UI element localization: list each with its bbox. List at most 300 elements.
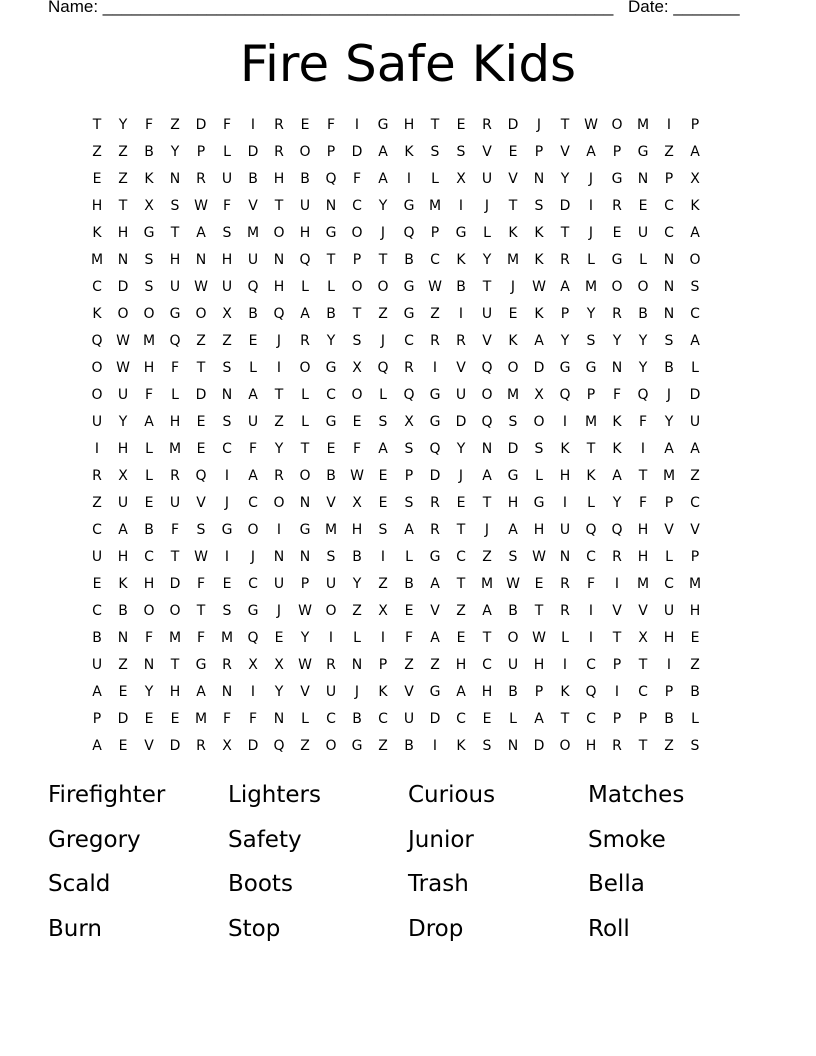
- grid-letter: A: [378, 143, 388, 160]
- grid-letter: Z: [430, 305, 440, 322]
- grid-letter: C: [352, 197, 362, 214]
- word-list-item: Boots: [228, 871, 293, 897]
- grid-letter: L: [639, 251, 647, 268]
- grid-letter: I: [224, 467, 230, 484]
- word-list-item: Gregory: [48, 826, 141, 853]
- grid-letter: Z: [274, 413, 284, 430]
- word-list-item: Curious: [408, 782, 496, 808]
- grid-letter: D: [429, 710, 441, 727]
- grid-letter: N: [637, 170, 649, 187]
- grid-letter: W: [194, 197, 208, 214]
- grid-letter: L: [431, 170, 439, 187]
- grid-letter: K: [534, 224, 544, 241]
- grid-letter: D: [455, 413, 467, 430]
- grid-letter: Q: [559, 386, 571, 403]
- grid-letter: R: [196, 737, 206, 754]
- grid-letter: O: [91, 386, 103, 403]
- grid-letter: O: [143, 602, 155, 619]
- grid-letter: H: [169, 251, 181, 268]
- grid-letter: E: [326, 440, 336, 457]
- grid-letter: B: [508, 602, 518, 619]
- grid-letter: G: [377, 116, 389, 133]
- grid-letter: A: [560, 278, 570, 295]
- grid-letter: J: [276, 332, 282, 349]
- grid-letter: W: [116, 332, 130, 349]
- grid-letter: R: [274, 143, 284, 160]
- grid-letter: H: [585, 737, 597, 754]
- grid-letter: F: [248, 710, 258, 727]
- grid-letter: H: [455, 656, 467, 673]
- grid-letter: V: [612, 602, 622, 619]
- grid-letter: L: [587, 494, 595, 511]
- page-title: Fire Safe Kids: [239, 35, 577, 93]
- grid-letter: I: [328, 629, 334, 646]
- grid-letter: Q: [299, 251, 311, 268]
- grid-letter: T: [612, 629, 622, 646]
- grid-letter: P: [326, 143, 336, 160]
- grid-letter: N: [273, 548, 285, 565]
- grid-letter: B: [326, 305, 336, 322]
- grid-letter: I: [458, 305, 464, 322]
- grid-letter: S: [196, 521, 206, 538]
- grid-letter: N: [559, 548, 571, 565]
- grid-letter: Z: [404, 656, 414, 673]
- grid-letter: I: [666, 656, 672, 673]
- grid-letter: S: [534, 440, 544, 457]
- grid-letter: M: [90, 251, 104, 268]
- grid-letter: Y: [352, 575, 362, 592]
- grid-letter: I: [562, 413, 568, 430]
- grid-letter: H: [637, 521, 649, 538]
- grid-letter: C: [690, 305, 700, 322]
- grid-letter: Y: [456, 440, 466, 457]
- grid-letter: P: [430, 224, 440, 241]
- grid-letter: A: [196, 224, 206, 241]
- grid-letter: U: [455, 386, 467, 403]
- grid-letter: H: [481, 683, 493, 700]
- grid-letter: L: [301, 710, 309, 727]
- word-list: [48, 777, 768, 955]
- grid-letter: N: [273, 251, 285, 268]
- grid-letter: F: [586, 575, 596, 592]
- grid-letter: P: [404, 467, 414, 484]
- grid-letter: O: [273, 224, 285, 241]
- grid-letter: E: [638, 197, 648, 214]
- grid-letter: W: [532, 278, 546, 295]
- grid-letter: L: [327, 278, 335, 295]
- grid-letter: O: [325, 602, 337, 619]
- grid-letter: O: [689, 251, 701, 268]
- grid-letter: O: [611, 278, 623, 295]
- grid-letter: B: [248, 305, 258, 322]
- grid-letter: I: [250, 683, 256, 700]
- grid-letter: R: [612, 737, 622, 754]
- grid-letter: M: [506, 386, 520, 403]
- grid-letter: S: [404, 494, 414, 511]
- grid-letter: X: [690, 170, 700, 187]
- grid-letter: B: [92, 629, 102, 646]
- grid-letter: Z: [118, 170, 128, 187]
- grid-letter: T: [170, 224, 180, 241]
- grid-letter: Z: [92, 494, 102, 511]
- grid-letter: J: [666, 386, 672, 403]
- grid-letter: E: [534, 575, 544, 592]
- grid-letter: E: [456, 116, 466, 133]
- grid-letter: B: [664, 359, 674, 376]
- grid-letter: F: [404, 629, 414, 646]
- grid-letter: G: [533, 494, 545, 511]
- grid-letter: O: [195, 305, 207, 322]
- grid-letter: T: [274, 197, 284, 214]
- grid-letter: I: [588, 629, 594, 646]
- grid-letter: T: [170, 656, 180, 673]
- grid-letter: H: [689, 602, 701, 619]
- grid-letter: M: [506, 251, 520, 268]
- grid-letter: S: [378, 413, 388, 430]
- grid-letter: H: [507, 494, 519, 511]
- grid-letter: W: [584, 116, 598, 133]
- grid-letter: I: [406, 170, 412, 187]
- grid-letter: P: [560, 305, 570, 322]
- grid-letter: G: [143, 224, 155, 241]
- grid-letter: X: [274, 656, 284, 673]
- grid-letter: T: [456, 575, 466, 592]
- grid-letter: A: [456, 683, 466, 700]
- grid-letter: A: [196, 683, 206, 700]
- word-list-item: Stop: [228, 915, 281, 942]
- grid-letter: H: [559, 467, 571, 484]
- grid-letter: F: [222, 710, 232, 727]
- grid-letter: Q: [637, 386, 649, 403]
- grid-letter: S: [222, 359, 232, 376]
- grid-letter: E: [144, 710, 154, 727]
- grid-letter: P: [612, 710, 622, 727]
- grid-letter: P: [586, 386, 596, 403]
- grid-letter: T: [300, 440, 310, 457]
- grid-letter: H: [117, 224, 129, 241]
- grid-letter: J: [484, 521, 490, 538]
- grid-letter: P: [664, 683, 674, 700]
- grid-letter: K: [560, 683, 570, 700]
- grid-letter: W: [428, 278, 442, 295]
- grid-letter: A: [430, 575, 440, 592]
- grid-letter: L: [691, 710, 699, 727]
- grid-letter: F: [144, 629, 154, 646]
- grid-letter: I: [458, 197, 464, 214]
- grid-letter: I: [250, 116, 256, 133]
- grid-letter: Q: [611, 521, 623, 538]
- grid-letter: U: [221, 170, 233, 187]
- grid-letter: D: [689, 386, 701, 403]
- grid-letter: Q: [273, 737, 285, 754]
- grid-letter: U: [247, 251, 259, 268]
- grid-letter: U: [481, 170, 493, 187]
- grid-letter: U: [507, 656, 519, 673]
- grid-letter: Y: [612, 332, 622, 349]
- grid-letter: F: [144, 386, 154, 403]
- grid-letter: G: [221, 521, 233, 538]
- grid-letter: X: [352, 359, 362, 376]
- grid-letter: Y: [170, 143, 180, 160]
- grid-letter: Z: [118, 656, 128, 673]
- grid-letter: O: [507, 629, 519, 646]
- grid-letter: I: [224, 548, 230, 565]
- grid-letter: O: [299, 143, 311, 160]
- grid-letter: Y: [586, 305, 596, 322]
- grid-letter: S: [326, 548, 336, 565]
- grid-letter: A: [534, 332, 544, 349]
- grid-letter: G: [507, 467, 519, 484]
- grid-letter: I: [94, 440, 100, 457]
- grid-letter: H: [117, 440, 129, 457]
- grid-letter: M: [584, 278, 598, 295]
- grid-letter: T: [196, 602, 206, 619]
- grid-letter: L: [171, 386, 179, 403]
- grid-letter: G: [403, 278, 415, 295]
- grid-letter: X: [222, 305, 232, 322]
- grid-letter: M: [220, 629, 234, 646]
- grid-letter: T: [508, 197, 518, 214]
- grid-letter: R: [300, 332, 310, 349]
- grid-letter: T: [560, 224, 570, 241]
- grid-letter: Y: [664, 413, 674, 430]
- grid-letter: F: [248, 440, 258, 457]
- grid-letter: Y: [118, 116, 128, 133]
- grid-letter: O: [351, 278, 363, 295]
- grid-letter: B: [144, 521, 154, 538]
- grid-letter: R: [92, 467, 102, 484]
- grid-letter: V: [144, 737, 154, 754]
- grid-letter: H: [533, 656, 545, 673]
- word-list-item: Scald: [48, 871, 111, 897]
- grid-letter: R: [560, 575, 570, 592]
- grid-letter: M: [142, 332, 156, 349]
- grid-letter: S: [586, 332, 596, 349]
- grid-letter: O: [299, 359, 311, 376]
- date-field-label: Date: _______: [628, 0, 740, 16]
- grid-letter: G: [351, 737, 363, 754]
- grid-letter: R: [326, 656, 336, 673]
- grid-letter: A: [92, 683, 102, 700]
- grid-letter: G: [637, 143, 649, 160]
- grid-letter: X: [248, 656, 258, 673]
- grid-letter: F: [612, 386, 622, 403]
- grid-letter: T: [638, 467, 648, 484]
- word-list-item: Burn: [48, 915, 102, 942]
- grid-letter: G: [403, 197, 415, 214]
- grid-letter: G: [247, 602, 259, 619]
- grid-letter: M: [194, 710, 208, 727]
- grid-letter: W: [116, 359, 130, 376]
- grid-letter: Z: [170, 116, 180, 133]
- grid-letter: N: [533, 170, 545, 187]
- grid-letter: L: [483, 224, 491, 241]
- grid-letter: T: [352, 305, 362, 322]
- grid-letter: O: [143, 305, 155, 322]
- grid-letter: N: [611, 359, 623, 376]
- grid-letter: S: [690, 278, 700, 295]
- grid-letter: F: [170, 521, 180, 538]
- grid-letter: I: [432, 359, 438, 376]
- grid-letter: C: [92, 278, 102, 295]
- grid-letter: A: [690, 332, 700, 349]
- word-list-item: Matches: [588, 782, 685, 808]
- grid-letter: K: [560, 440, 570, 457]
- grid-letter: X: [534, 386, 544, 403]
- grid-letter: Y: [482, 251, 492, 268]
- grid-letter: H: [143, 575, 155, 592]
- grid-letter: W: [298, 602, 312, 619]
- grid-letter: L: [405, 548, 413, 565]
- grid-letter: P: [300, 575, 310, 592]
- grid-letter: C: [456, 710, 466, 727]
- grid-letter: S: [352, 332, 362, 349]
- grid-letter: N: [325, 197, 337, 214]
- grid-letter: L: [691, 359, 699, 376]
- grid-letter: E: [456, 629, 466, 646]
- grid-letter: A: [248, 386, 258, 403]
- grid-letter: R: [274, 467, 284, 484]
- grid-letter: N: [299, 494, 311, 511]
- grid-letter: S: [534, 197, 544, 214]
- grid-letter: D: [195, 386, 207, 403]
- grid-letter: Y: [638, 332, 648, 349]
- grid-letter: Q: [91, 332, 103, 349]
- grid-letter: Q: [377, 359, 389, 376]
- grid-letter: T: [534, 602, 544, 619]
- grid-letter: D: [533, 359, 545, 376]
- grid-letter: Z: [430, 656, 440, 673]
- grid-letter: W: [532, 629, 546, 646]
- grid-letter: Q: [247, 629, 259, 646]
- grid-letter: S: [222, 413, 232, 430]
- grid-letter: V: [300, 683, 310, 700]
- grid-letter: Q: [481, 413, 493, 430]
- grid-letter: V: [638, 602, 648, 619]
- grid-letter: P: [612, 656, 622, 673]
- grid-letter: E: [222, 575, 232, 592]
- grid-letter: N: [221, 683, 233, 700]
- grid-letter: Y: [274, 683, 284, 700]
- grid-letter: U: [663, 602, 675, 619]
- grid-letter: A: [690, 224, 700, 241]
- grid-letter: Y: [118, 413, 128, 430]
- grid-letter: T: [430, 116, 440, 133]
- grid-letter: L: [561, 629, 569, 646]
- grid-letter: F: [196, 575, 206, 592]
- grid-letter: Q: [585, 683, 597, 700]
- grid-letter: D: [507, 116, 519, 133]
- grid-letter: H: [169, 683, 181, 700]
- grid-letter: H: [91, 197, 103, 214]
- grid-letter: K: [612, 413, 622, 430]
- grid-letter: E: [92, 170, 102, 187]
- grid-letter: I: [354, 116, 360, 133]
- grid-letter: T: [560, 710, 570, 727]
- grid-letter: E: [300, 116, 310, 133]
- grid-letter: P: [534, 683, 544, 700]
- grid-letter: M: [168, 629, 182, 646]
- grid-letter: E: [196, 440, 206, 457]
- grid-letter: S: [222, 602, 232, 619]
- grid-letter: R: [456, 332, 466, 349]
- grid-letter: J: [484, 197, 490, 214]
- grid-letter: R: [170, 467, 180, 484]
- grid-letter: K: [378, 683, 388, 700]
- grid-letter: X: [638, 629, 648, 646]
- grid-letter: I: [432, 737, 438, 754]
- grid-letter: B: [690, 683, 700, 700]
- grid-letter: M: [688, 575, 702, 592]
- grid-letter: L: [535, 467, 543, 484]
- grid-letter: D: [429, 467, 441, 484]
- grid-letter: T: [456, 521, 466, 538]
- grid-letter: B: [352, 548, 362, 565]
- grid-letter: O: [481, 386, 493, 403]
- grid-letter: B: [326, 467, 336, 484]
- grid-letter: J: [276, 602, 282, 619]
- grid-letter: U: [117, 386, 129, 403]
- grid-letter: V: [430, 602, 440, 619]
- grid-letter: T: [196, 359, 206, 376]
- grid-letter: D: [247, 737, 259, 754]
- grid-letter: Y: [560, 332, 570, 349]
- grid-letter: K: [144, 170, 154, 187]
- grid-letter: V: [248, 197, 258, 214]
- grid-letter: C: [690, 494, 700, 511]
- grid-letter: Z: [690, 467, 700, 484]
- grid-letter: W: [532, 548, 546, 565]
- grid-letter: T: [638, 737, 648, 754]
- grid-letter: E: [690, 629, 700, 646]
- grid-letter: Z: [196, 332, 206, 349]
- grid-letter: A: [586, 143, 596, 160]
- grid-letter: I: [588, 602, 594, 619]
- grid-letter: H: [663, 629, 675, 646]
- grid-letter: V: [326, 494, 336, 511]
- grid-letter: H: [169, 413, 181, 430]
- grid-letter: R: [612, 197, 622, 214]
- grid-letter: U: [325, 683, 337, 700]
- grid-letter: Q: [169, 332, 181, 349]
- grid-letter: G: [325, 359, 337, 376]
- grid-letter: C: [664, 575, 674, 592]
- grid-letter: T: [378, 251, 388, 268]
- grid-letter: N: [143, 656, 155, 673]
- grid-letter: Q: [273, 305, 285, 322]
- grid-letter: P: [196, 143, 206, 160]
- grid-letter: B: [664, 710, 674, 727]
- grid-letter: G: [403, 305, 415, 322]
- grid-letter: E: [612, 224, 622, 241]
- grid-letter: G: [585, 359, 597, 376]
- grid-letter: U: [559, 521, 571, 538]
- grid-letter: R: [612, 305, 622, 322]
- grid-letter: E: [404, 602, 414, 619]
- grid-letter: O: [559, 737, 571, 754]
- grid-letter: E: [508, 143, 518, 160]
- grid-letter: I: [562, 656, 568, 673]
- grid-letter: B: [508, 683, 518, 700]
- grid-letter: M: [324, 521, 338, 538]
- grid-letter: O: [169, 602, 181, 619]
- grid-letter: B: [638, 305, 648, 322]
- grid-letter: A: [378, 170, 388, 187]
- grid-letter: J: [380, 332, 386, 349]
- grid-letter: F: [144, 116, 154, 133]
- grid-letter: C: [404, 332, 414, 349]
- grid-letter: Y: [560, 170, 570, 187]
